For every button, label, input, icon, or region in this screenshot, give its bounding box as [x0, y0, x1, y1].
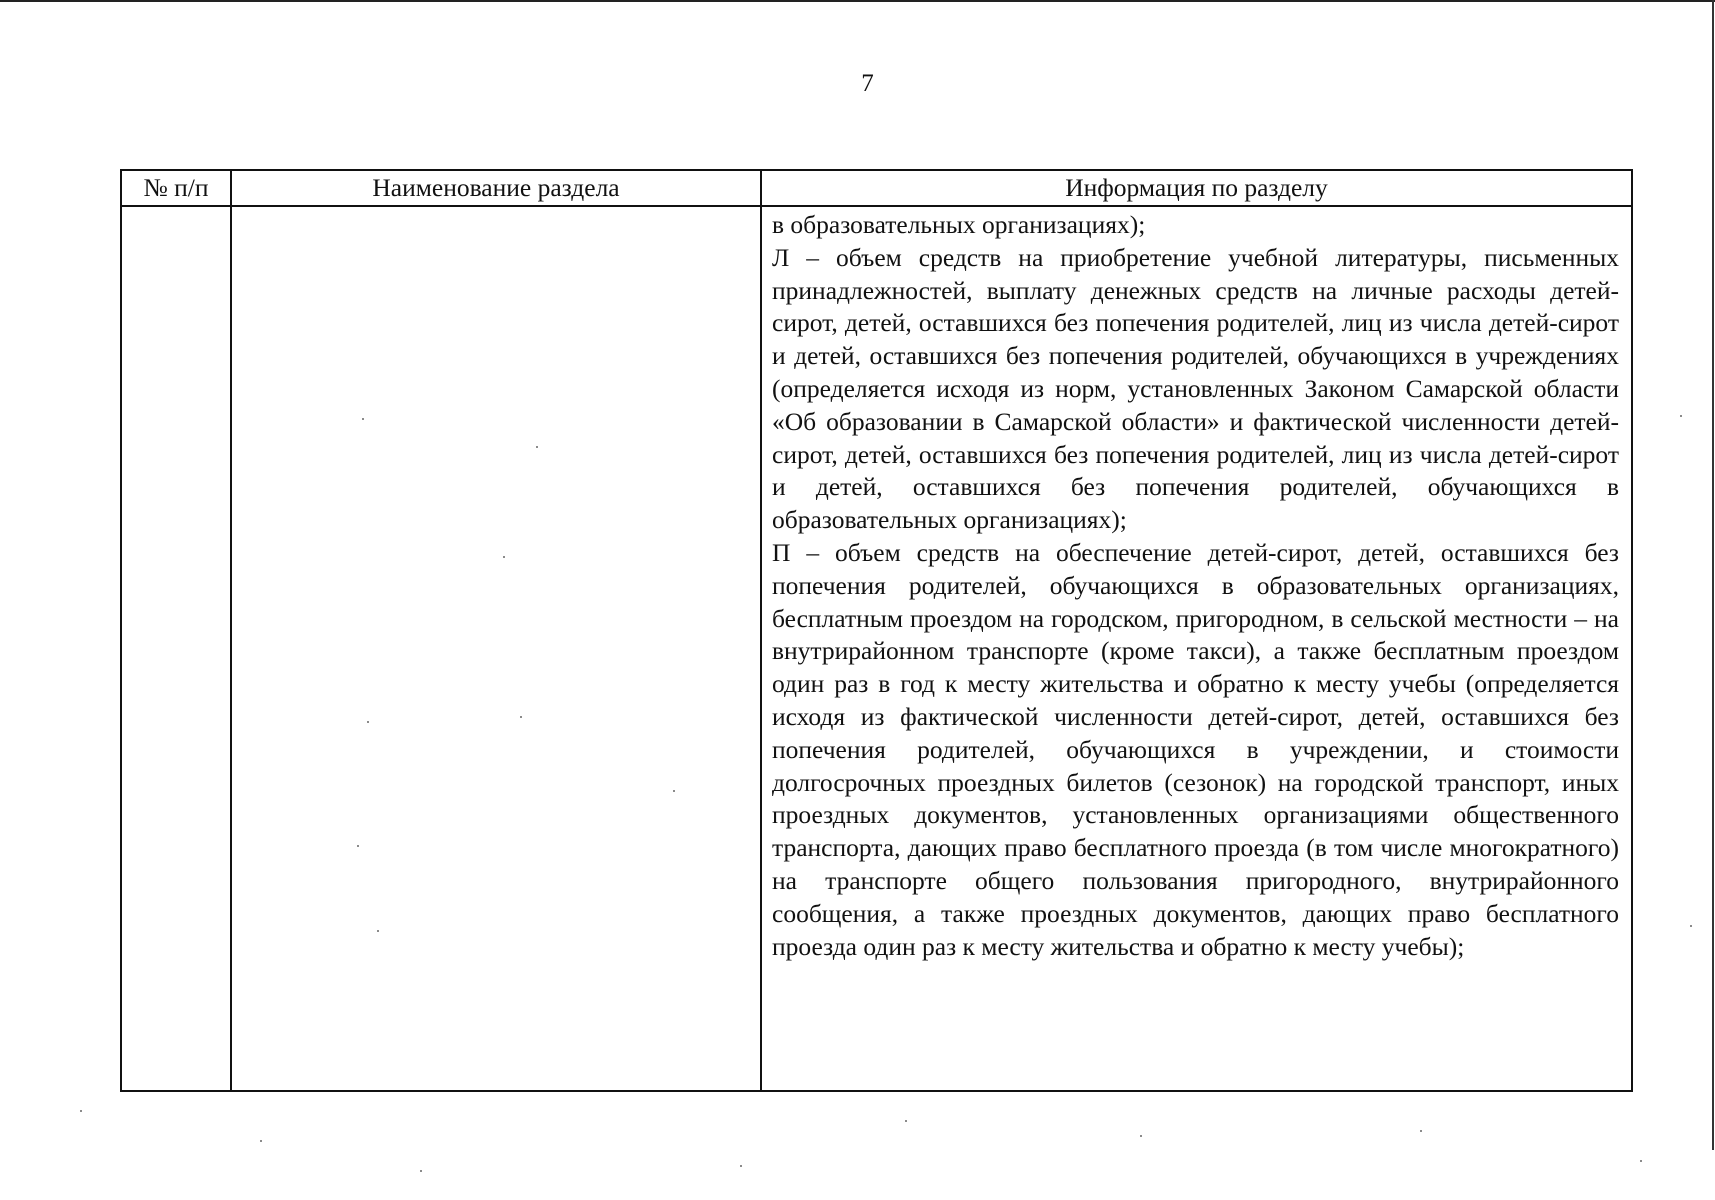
right-border-line [1712, 0, 1714, 1150]
info-paragraph: Л – объем средств на приобретение учебной литературы, письменных принадлежностей, выплату денежных средств на личные расходы детей-сирот, детей, оставшихся без попечения родителей, лиц из числа детей-сирот и детей, оставшихся без попечения родителей, обучающихся в учреждениях (определяется исходя из норм, установленных Законом Самарской области «Об образовании в Самарской области» и фактической численности детей-сирот, детей, оставшихся без попечения родителей, лиц из числа детей-сирот и детей, оставшихся без попечения родителей, обучающихся в образовательных организациях); [772, 242, 1619, 535]
cell-number [121, 206, 231, 1091]
header-number: № п/п [121, 170, 231, 206]
top-border-line [0, 0, 1715, 2]
table-row [121, 206, 1632, 1091]
info-paragraph: в образовательных организациях); [772, 210, 1146, 239]
cell-section-name [231, 206, 761, 1091]
header-section-info: Информация по разделу [761, 170, 1632, 206]
page-number: 7 [861, 70, 874, 97]
cell-section-info [761, 206, 1632, 1091]
info-paragraph: П – объем средств на обеспечение детей-сирот, детей, оставшихся без попечения родителей, обучающихся в образовательных организациях, бесплатным проездом на городском, пригородном, в сельской местности – на внутрирайонном транспорте (кроме такси), а также бесплатным проездом один раз в год к месту жительства и обратно к месту учебы (определяется исходя из фактической численности детей-сирот, детей, оставшихся без попечения родителей, обучающихся в учреждении, и стоимости долгосрочных проездных билетов (сезонок) на городской транспорт, иных проездных документов, установленных организациями общественного транспорта, дающих право бесплатного проезда (в том числе многократного) на транспорте общего пользования пригородного, внутрирайонного сообщения, а также проездных документов, дающих право бесплатного проезда один раз к месту жительства и обратно к месту учебы); [772, 537, 1619, 961]
header-section-name: Наименование раздела [231, 170, 761, 206]
table-header-row [121, 170, 1632, 206]
section-info-table [120, 169, 1633, 1092]
